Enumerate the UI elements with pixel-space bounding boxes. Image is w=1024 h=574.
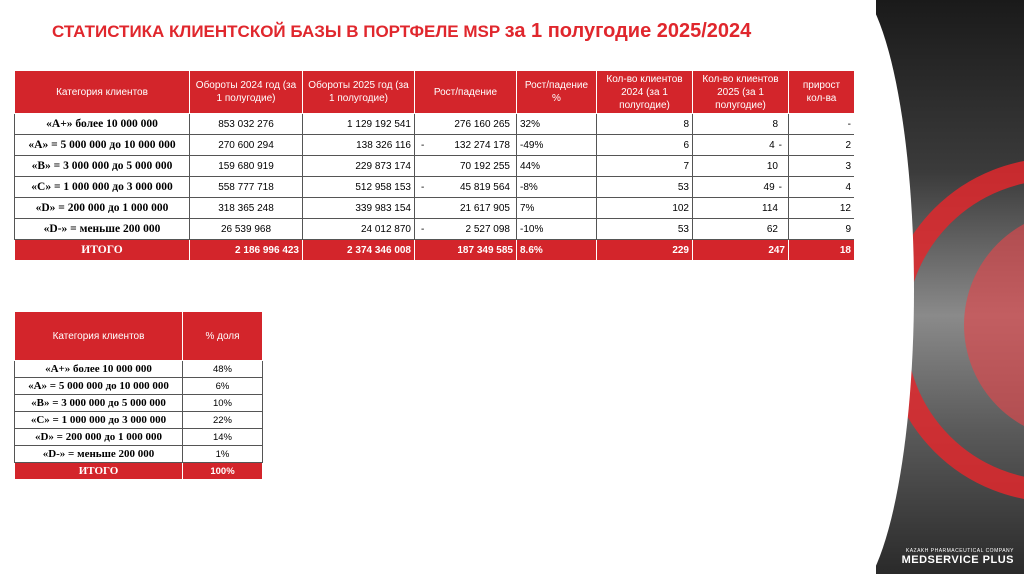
table-row [15, 135, 855, 156]
growth-value: 276 160 265 [454, 118, 510, 130]
category-cell: «D» = 200 000 до 1 000 000 [15, 198, 190, 219]
total-clients-2025: 247 [693, 240, 789, 261]
clients-diff-cell: 9 [789, 219, 855, 240]
header-turnover-2025: Обороты 2025 год (за 1 полугодие) [303, 71, 415, 114]
share-value-cell: 1% [183, 446, 263, 463]
clients-diff-cell: 4 [789, 177, 855, 198]
clients-2025-value: 10 [766, 160, 778, 172]
clients-2025-cell [693, 177, 789, 198]
table-row [15, 198, 855, 219]
decorative-panel [854, 0, 1024, 574]
growth-cell [415, 135, 517, 156]
growth-sign: - [421, 181, 425, 193]
clients-diff-sign: - [778, 181, 782, 193]
clients-2024-cell: 8 [597, 114, 693, 135]
share-row [15, 378, 263, 395]
turnover-2024-cell: 853 032 276 [190, 114, 303, 135]
growth-wrap [418, 224, 513, 235]
total-clients-2024: 229 [597, 240, 693, 261]
category-cell: «D-» = меньше 200 000 [15, 219, 190, 240]
clients-2024-cell: 53 [597, 219, 693, 240]
growth-pct-cell: 32% [517, 114, 597, 135]
turnover-2025-cell: 229 873 174 [303, 156, 415, 177]
clients-2024-cell: 102 [597, 198, 693, 219]
clients-2024-cell: 53 [597, 177, 693, 198]
table-row [15, 177, 855, 198]
share-row [15, 429, 263, 446]
clients-2025-value: 49 [763, 181, 775, 193]
total-turnover-2024: 2 186 996 423 [190, 240, 303, 261]
share-category-cell: «B» = 3 000 000 до 5 000 000 [15, 395, 183, 412]
share-header-share: % доля [183, 312, 263, 361]
growth-pct-cell: -8% [517, 177, 597, 198]
growth-cell [415, 219, 517, 240]
clients-2025-cell [693, 219, 789, 240]
share-total-label: ИТОГО [15, 463, 183, 480]
title-part-2: за 1 полугодие 2025/2024 [504, 20, 752, 42]
growth-cell [415, 198, 517, 219]
title-part-1: СТАТИСТИКА КЛИЕНТСКОЙ БАЗЫ В ПОРТФЕЛЕ MSP [52, 22, 501, 41]
total-turnover-2025: 2 374 346 008 [303, 240, 415, 261]
growth-wrap [418, 203, 513, 214]
header-category: Категория клиентов [15, 71, 190, 114]
share-row [15, 361, 263, 378]
share-row [15, 412, 263, 429]
logo-name: MEDSERVICE PLUS [901, 554, 1014, 566]
growth-wrap [418, 119, 513, 130]
turnover-2024-cell: 26 539 968 [190, 219, 303, 240]
table-row [15, 219, 855, 240]
growth-value: 2 527 098 [465, 223, 510, 235]
category-cell: «A+» более 10 000 000 [15, 114, 190, 135]
share-category-cell: «D-» = меньше 200 000 [15, 446, 183, 463]
clients-2025-value: 4 [769, 139, 775, 151]
turnover-2024-cell: 318 365 248 [190, 198, 303, 219]
turnover-2025-cell: 138 326 116 [303, 135, 415, 156]
growth-pct-cell: 44% [517, 156, 597, 177]
clients-2024-cell: 6 [597, 135, 693, 156]
share-category-cell: «C» = 1 000 000 до 3 000 000 [15, 412, 183, 429]
share-total-value: 100% [183, 463, 263, 480]
clients-2025-cell [693, 114, 789, 135]
category-cell: «B» = 3 000 000 до 5 000 000 [15, 156, 190, 177]
clients-2025-wrap [696, 119, 785, 130]
category-cell: «A» = 5 000 000 до 10 000 000 [15, 135, 190, 156]
share-value-cell: 48% [183, 361, 263, 378]
clients-2025-cell [693, 198, 789, 219]
clients-2025-value: 8 [772, 118, 778, 130]
table-row [15, 114, 855, 135]
share-category-cell: «A+» более 10 000 000 [15, 361, 183, 378]
clients-2025-wrap [696, 161, 785, 172]
client-stats-table [14, 70, 855, 261]
growth-wrap [418, 140, 513, 151]
share-total-row [15, 463, 263, 480]
turnover-2025-cell: 1 129 192 541 [303, 114, 415, 135]
clients-2025-wrap [696, 182, 785, 193]
growth-pct-cell: -10% [517, 219, 597, 240]
share-header-category: Категория клиентов [15, 312, 183, 361]
clients-diff-cell: 3 [789, 156, 855, 177]
clients-2025-cell [693, 135, 789, 156]
clients-2025-cell [693, 156, 789, 177]
growth-value: 70 192 255 [459, 160, 510, 172]
turnover-2025-cell: 512 958 153 [303, 177, 415, 198]
clients-2025-wrap [696, 140, 785, 151]
table-row [15, 156, 855, 177]
share-category-cell: «A» = 5 000 000 до 10 000 000 [15, 378, 183, 395]
clients-2025-wrap [696, 224, 785, 235]
clients-2025-value: 62 [766, 223, 778, 235]
share-value-cell: 6% [183, 378, 263, 395]
category-cell: «C» = 1 000 000 до 3 000 000 [15, 177, 190, 198]
clients-diff-sign: - [778, 139, 782, 151]
growth-sign: - [421, 223, 425, 235]
clients-2024-cell: 7 [597, 156, 693, 177]
page-title [52, 20, 872, 43]
share-value-cell: 10% [183, 395, 263, 412]
table-header-row [15, 71, 855, 114]
header-clients-2025: Кол-во клиентов 2025 (за 1 полугодие) [693, 71, 789, 114]
share-category-cell: «D» = 200 000 до 1 000 000 [15, 429, 183, 446]
clients-diff-cell: 2 [789, 135, 855, 156]
header-growth: Рост/падение [415, 71, 517, 114]
share-header-row [15, 312, 263, 361]
total-row [15, 240, 855, 261]
growth-cell [415, 177, 517, 198]
share-table [14, 311, 263, 480]
share-value-cell: 14% [183, 429, 263, 446]
turnover-2025-cell: 24 012 870 [303, 219, 415, 240]
share-row [15, 446, 263, 463]
clients-diff-cell: - [789, 114, 855, 135]
growth-pct-cell: -49% [517, 135, 597, 156]
growth-value: 21 617 905 [459, 202, 510, 214]
header-clients-2024: Кол-во клиентов 2024 (за 1 полугодие) [597, 71, 693, 114]
header-growth-pct: Рост/падение % [517, 71, 597, 114]
clients-2025-value: 114 [762, 202, 778, 214]
total-label: ИТОГО [15, 240, 190, 261]
header-turnover-2024: Обороты 2024 год (за 1 полугодие) [190, 71, 303, 114]
growth-value: 45 819 564 [459, 181, 510, 193]
logo-tagline: KAZAKH PHARMACEUTICAL COMPANY [905, 548, 1014, 554]
total-growth-pct: 8.6% [517, 240, 597, 261]
turnover-2024-cell: 270 600 294 [190, 135, 303, 156]
growth-wrap [418, 161, 513, 172]
clients-diff-cell: 12 [789, 198, 855, 219]
growth-sign: - [421, 139, 425, 151]
clients-2025-wrap [696, 203, 785, 214]
turnover-2025-cell: 339 983 154 [303, 198, 415, 219]
header-clients-diff: прирост кол-ва [789, 71, 855, 114]
share-row [15, 395, 263, 412]
growth-pct-cell: 7% [517, 198, 597, 219]
turnover-2024-cell: 558 777 718 [190, 177, 303, 198]
total-clients-diff: 18 [789, 240, 855, 261]
share-value-cell: 22% [183, 412, 263, 429]
total-growth: 187 349 585 [415, 240, 517, 261]
growth-value: 132 274 178 [454, 139, 510, 151]
growth-wrap [418, 182, 513, 193]
growth-cell [415, 114, 517, 135]
growth-cell [415, 156, 517, 177]
company-logo [902, 548, 1014, 566]
turnover-2024-cell: 159 680 919 [190, 156, 303, 177]
